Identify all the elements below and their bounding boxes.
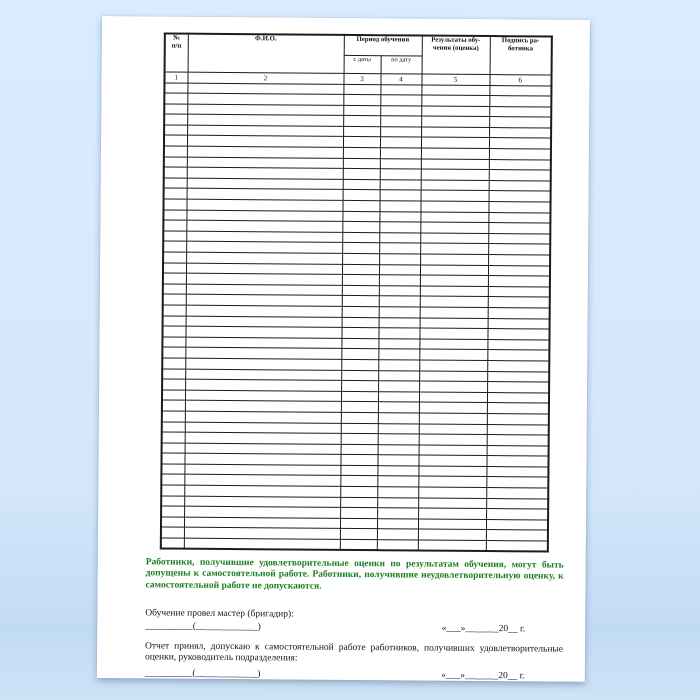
table-cell — [377, 508, 418, 519]
table-cell — [341, 328, 378, 339]
table-cell — [486, 530, 548, 541]
table-cell — [379, 232, 420, 243]
table-cell — [421, 159, 489, 170]
table-cell — [419, 424, 487, 435]
table-cell — [164, 125, 187, 136]
table-cell — [340, 476, 377, 487]
table-cell — [489, 180, 551, 191]
table-cell — [379, 254, 420, 265]
supervisor-signature-row — [145, 666, 563, 681]
table-cell — [377, 529, 418, 540]
table-cell — [161, 496, 184, 507]
table-cell — [378, 434, 419, 445]
table-cell — [489, 117, 551, 128]
col-header-date-from: с даты — [344, 55, 381, 73]
table-cell — [163, 231, 186, 242]
table-cell — [161, 485, 184, 496]
table-cell — [343, 94, 380, 105]
table-cell — [489, 159, 551, 170]
trainer-block-label: Обучение провел мастер (бригадир): — [145, 608, 294, 620]
table-cell — [341, 444, 378, 455]
table-cell — [343, 137, 380, 148]
table-cell — [164, 167, 187, 178]
table-cell — [377, 497, 418, 508]
table-cell — [380, 190, 421, 201]
table-cell — [486, 498, 548, 509]
table-cell — [342, 296, 379, 307]
table-cell — [164, 178, 187, 189]
table-cell — [420, 243, 488, 254]
table-cell — [489, 191, 551, 202]
table-cell — [379, 307, 420, 318]
table-cell — [418, 455, 486, 466]
table-cell — [421, 95, 489, 106]
table-cell — [380, 180, 421, 191]
table-cell — [162, 337, 185, 348]
table-cell — [421, 148, 489, 159]
table-cell — [486, 519, 548, 530]
table-cell — [161, 474, 184, 485]
table-cell — [164, 82, 187, 93]
table-row — [161, 538, 548, 552]
table-cell — [341, 381, 378, 392]
table-cell — [486, 488, 548, 499]
table-cell — [489, 170, 551, 181]
table-cell — [343, 126, 380, 137]
table-cell — [162, 400, 185, 411]
table-cell — [419, 371, 487, 382]
table-cell — [340, 455, 377, 466]
table-cell — [421, 127, 489, 138]
table-cell — [421, 106, 489, 117]
table-cell — [343, 190, 380, 201]
table-cell — [377, 466, 418, 477]
table-cell — [487, 382, 549, 393]
trainer-signature-row — [145, 619, 563, 634]
table-cell — [420, 212, 488, 223]
table-cell — [380, 116, 421, 127]
table-cell — [421, 116, 489, 127]
table-cell — [379, 222, 420, 233]
table-cell — [419, 434, 487, 445]
table-cell — [380, 158, 421, 169]
table-cell — [487, 413, 549, 424]
table-cell — [378, 444, 419, 455]
table-cell — [486, 541, 548, 552]
table-cell — [379, 275, 420, 286]
table-cell — [488, 202, 550, 213]
table-cell — [342, 211, 379, 222]
table-cell — [341, 402, 378, 413]
table-cell — [380, 84, 421, 95]
table-cell — [488, 212, 550, 223]
table-cell — [421, 85, 489, 96]
table-cell — [487, 445, 549, 456]
table-cell — [340, 508, 377, 519]
table-cell — [420, 275, 488, 286]
table-cell — [162, 443, 185, 454]
col-header-name: Ф.И.О. — [188, 34, 344, 73]
table-cell — [340, 539, 377, 550]
table-cell — [163, 284, 186, 295]
date-line: «___»_______20__ г. — [441, 623, 526, 635]
table-cell — [419, 339, 487, 350]
table-cell — [418, 476, 486, 487]
table-cell — [489, 127, 551, 138]
table-cell — [161, 464, 184, 475]
column-index: 6 — [489, 74, 551, 85]
table-cell — [418, 498, 486, 509]
table-cell — [486, 477, 548, 488]
table-cell — [342, 317, 379, 328]
table-cell — [163, 220, 186, 231]
table-cell — [418, 519, 486, 530]
table-cell — [164, 104, 187, 115]
table-cell — [420, 222, 488, 233]
table-cell — [342, 306, 379, 317]
table-cell — [342, 285, 379, 296]
table-cell — [162, 411, 185, 422]
table-cell — [341, 338, 378, 349]
table-cell — [488, 265, 550, 276]
table-cell — [418, 466, 486, 477]
table-cell — [419, 349, 487, 360]
table-cell — [487, 371, 549, 382]
table-cell — [341, 391, 378, 402]
table-cell — [340, 497, 377, 508]
table-cell — [343, 147, 380, 158]
table-cell — [163, 305, 186, 316]
table-cell — [341, 359, 378, 370]
table-cell — [379, 264, 420, 275]
table-cell — [343, 116, 380, 127]
table-cell — [161, 527, 184, 538]
table-cell — [163, 263, 186, 274]
table-cell — [420, 254, 488, 265]
table-cell — [487, 329, 549, 340]
table-cell — [342, 232, 379, 243]
table-cell — [341, 412, 378, 423]
table-cell — [380, 105, 421, 116]
table-cell — [343, 169, 380, 180]
table-cell — [487, 360, 549, 371]
table-cell — [343, 84, 380, 95]
col-header-date-to: по дату — [381, 55, 422, 73]
table-cell — [488, 255, 550, 266]
table-cell — [489, 138, 551, 149]
table-cell — [488, 233, 550, 244]
table-cell — [379, 201, 420, 212]
table-cell — [162, 326, 185, 337]
table-cell — [162, 347, 185, 358]
table-cell — [341, 349, 378, 360]
table-cell — [487, 424, 549, 435]
table-cell — [419, 402, 487, 413]
table-cell — [420, 233, 488, 244]
table-cell — [487, 392, 549, 403]
table-cell — [378, 328, 419, 339]
table-cell — [421, 169, 489, 180]
table-cell — [379, 211, 420, 222]
table-cell — [340, 486, 377, 497]
table-cell — [489, 106, 551, 117]
table-cell — [161, 453, 184, 464]
table-cell — [418, 508, 486, 519]
header-row-1 — [165, 33, 552, 56]
table-cell — [380, 137, 421, 148]
table-cell — [418, 487, 486, 498]
table-cell — [162, 421, 185, 432]
table-cell — [161, 538, 184, 549]
document-page — [97, 16, 590, 682]
table-cell — [419, 381, 487, 392]
table-cell — [488, 308, 550, 319]
table-cell — [487, 435, 549, 446]
table-cell — [163, 316, 186, 327]
table-cell — [377, 455, 418, 466]
supervisor-block-label: Отчет принял, допускаю к самостоятельной работе работников, получивших удовлетворительные оценки, руководитель подразделения: — [144, 641, 564, 664]
table-cell — [489, 85, 551, 96]
table-cell — [488, 286, 550, 297]
table-cell — [421, 190, 489, 201]
table-cell — [162, 432, 185, 443]
table-cell — [342, 253, 379, 264]
table-cell — [378, 413, 419, 424]
table-cell — [343, 179, 380, 190]
table-cell — [379, 243, 420, 254]
table-cell — [378, 423, 419, 434]
table-cell — [421, 180, 489, 191]
table-cell — [164, 135, 187, 146]
column-index: 5 — [421, 74, 489, 86]
table-cell — [420, 318, 488, 329]
table-cell — [419, 445, 487, 456]
table-cell — [486, 509, 548, 520]
table-cell — [162, 369, 185, 380]
table-cell — [340, 518, 377, 529]
column-index: 3 — [343, 73, 380, 84]
table-cell — [488, 276, 550, 287]
table-cell — [488, 223, 550, 234]
table-cell — [340, 529, 377, 540]
column-index: 4 — [380, 73, 421, 84]
table-cell — [163, 241, 186, 252]
col-header-signature: Подпись ра- ботника — [490, 36, 552, 74]
table-cell — [163, 199, 186, 210]
table-cell — [377, 476, 418, 487]
table-cell — [341, 370, 378, 381]
table-cell — [164, 157, 187, 168]
table-cell — [341, 423, 378, 434]
table-cell — [380, 169, 421, 180]
table-cell — [162, 390, 185, 401]
table-cell — [419, 360, 487, 371]
table-cell — [377, 487, 418, 498]
table-cell — [164, 93, 187, 104]
table-cell — [378, 349, 419, 360]
table-cell — [184, 538, 340, 550]
table-cell — [419, 328, 487, 339]
table-cell — [341, 433, 378, 444]
date-line: «___»_______20__ г. — [441, 670, 525, 682]
table-cell — [420, 265, 488, 276]
table-cell — [489, 96, 551, 107]
training-register-table — [160, 32, 553, 552]
table-cell — [162, 358, 185, 369]
signature-line: __________(_____________) — [145, 621, 261, 633]
table-cell — [419, 413, 487, 424]
table-cell — [163, 210, 186, 221]
table-cell — [489, 149, 551, 160]
table-cell — [488, 318, 550, 329]
table-cell — [164, 146, 187, 157]
table-cell — [164, 114, 187, 125]
table-cell — [378, 370, 419, 381]
table-cell — [420, 296, 488, 307]
admission-note: Работники, получившие удовлетворительные оценки по результатам обучения, могут быть допущены к самостоятельной работе. Работники, получившие неудовлетворительную оценку, к самостоятельной работе не допускаются. — [145, 557, 564, 592]
col-header-training-period: Период обучения — [344, 35, 422, 56]
table-cell — [379, 317, 420, 328]
table-cell — [343, 158, 380, 169]
table-cell — [163, 294, 186, 305]
table-cell — [486, 456, 548, 467]
table-cell — [378, 338, 419, 349]
table-cell — [488, 297, 550, 308]
table-cell — [377, 519, 418, 530]
table-cell — [487, 339, 549, 350]
col-header-number: № п/п — [165, 33, 188, 71]
table-cell — [418, 540, 486, 551]
table-cell — [342, 200, 379, 211]
table-cell — [343, 105, 380, 116]
table-cell — [418, 529, 486, 540]
signature-line: __________(_____________) — [144, 668, 261, 680]
table-cell — [420, 307, 488, 318]
table-cell — [488, 244, 550, 255]
table-cell — [378, 391, 419, 402]
table-cell — [419, 392, 487, 403]
table-cell — [163, 273, 186, 284]
table-cell — [380, 95, 421, 106]
table-cell — [380, 127, 421, 138]
col-header-results: Результаты обу- чения (оценка) — [422, 36, 490, 75]
table-cell — [161, 506, 184, 517]
table-cell — [379, 296, 420, 307]
table-cell — [163, 252, 186, 263]
table-cell — [377, 540, 418, 551]
table-cell — [342, 275, 379, 286]
table-cell — [421, 137, 489, 148]
table-cell — [164, 188, 187, 199]
table-cell — [486, 466, 548, 477]
table-cell — [380, 148, 421, 159]
table-cell — [342, 222, 379, 233]
table-cell — [378, 360, 419, 371]
table-cell — [162, 379, 185, 390]
table-cell — [379, 285, 420, 296]
table-cell — [342, 264, 379, 275]
column-index: 1 — [164, 71, 187, 82]
table-cell — [342, 243, 379, 254]
table-cell — [161, 517, 184, 528]
table-cell — [420, 286, 488, 297]
table-cell — [487, 403, 549, 414]
table-cell — [487, 350, 549, 361]
table-cell — [378, 402, 419, 413]
table-cell — [420, 201, 488, 212]
column-index: 2 — [187, 72, 343, 84]
table-cell — [340, 465, 377, 476]
table-cell — [378, 381, 419, 392]
